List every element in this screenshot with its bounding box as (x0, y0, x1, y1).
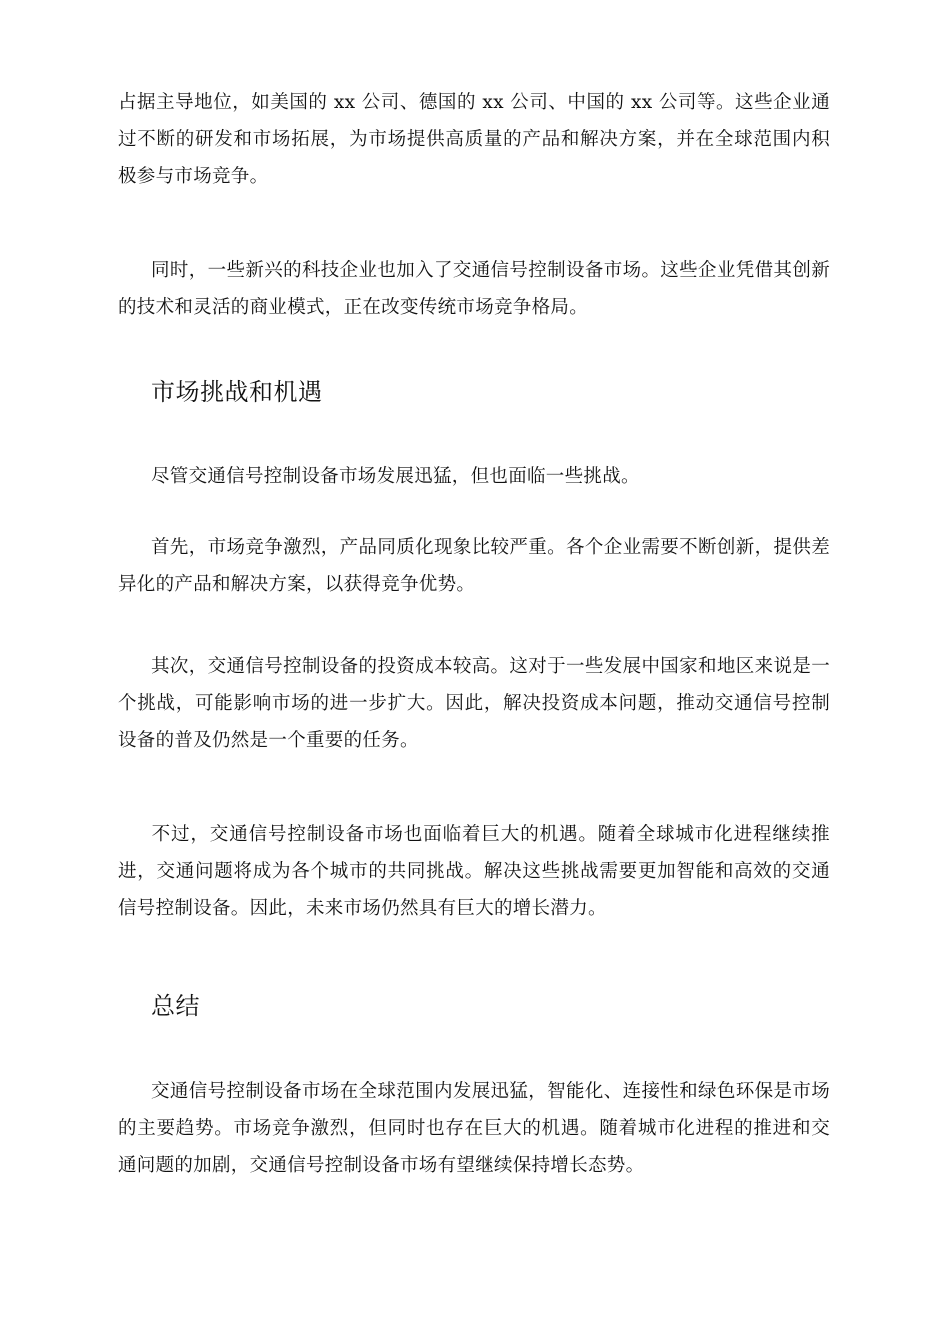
paragraph-summary: 交通信号控制设备市场在全球范围内发展迅猛，智能化、连接性和绿色环保是市场的主要趋势。市场竞争激烈，但同时也存在巨大的机遇。随着城市化进程的推进和交通问题的加剧，交通信号控制设备市场有望继续保持增长态势。 (118, 1081, 830, 1176)
section-heading-summary: 总结 (151, 992, 200, 1020)
paragraph-continuation: 占据主导地位，如美国的 xx 公司、德国的 xx 公司、中国的 xx 公司等。这些企业通过不断的研发和市场拓展，为市场提供高质量的产品和解决方案，并在全球范围内积极参与市场竞争。 (118, 92, 830, 187)
paragraph-competition: 首先，市场竞争激烈，产品同质化现象比较严重。各个企业需要不断创新，提供差异化的产品和解决方案，以获得竞争优势。 (118, 537, 830, 595)
paragraph-challenges-intro: 尽管交通信号控制设备市场发展迅猛，但也面临一些挑战。 (151, 466, 640, 487)
section-heading-challenges: 市场挑战和机遇 (151, 378, 323, 406)
paragraph-investment-cost: 其次，交通信号控制设备的投资成本较高。这对于一些发展中国家和地区来说是一个挑战，可能影响市场的进一步扩大。因此，解决投资成本问题，推动交通信号控制设备的普及仍然是一个重要的任务。 (118, 656, 830, 751)
paragraph-opportunities: 不过，交通信号控制设备市场也面临着巨大的机遇。随着全球城市化进程继续推进，交通问题将成为各个城市的共同挑战。解决这些挑战需要更加智能和高效的交通信号控制设备。因此，未来市场仍然具有巨大的增长潜力。 (118, 824, 830, 919)
paragraph-emerging-firms: 同时，一些新兴的科技企业也加入了交通信号控制设备市场。这些企业凭借其创新的技术和灵活的商业模式，正在改变传统市场竞争格局。 (118, 260, 830, 318)
